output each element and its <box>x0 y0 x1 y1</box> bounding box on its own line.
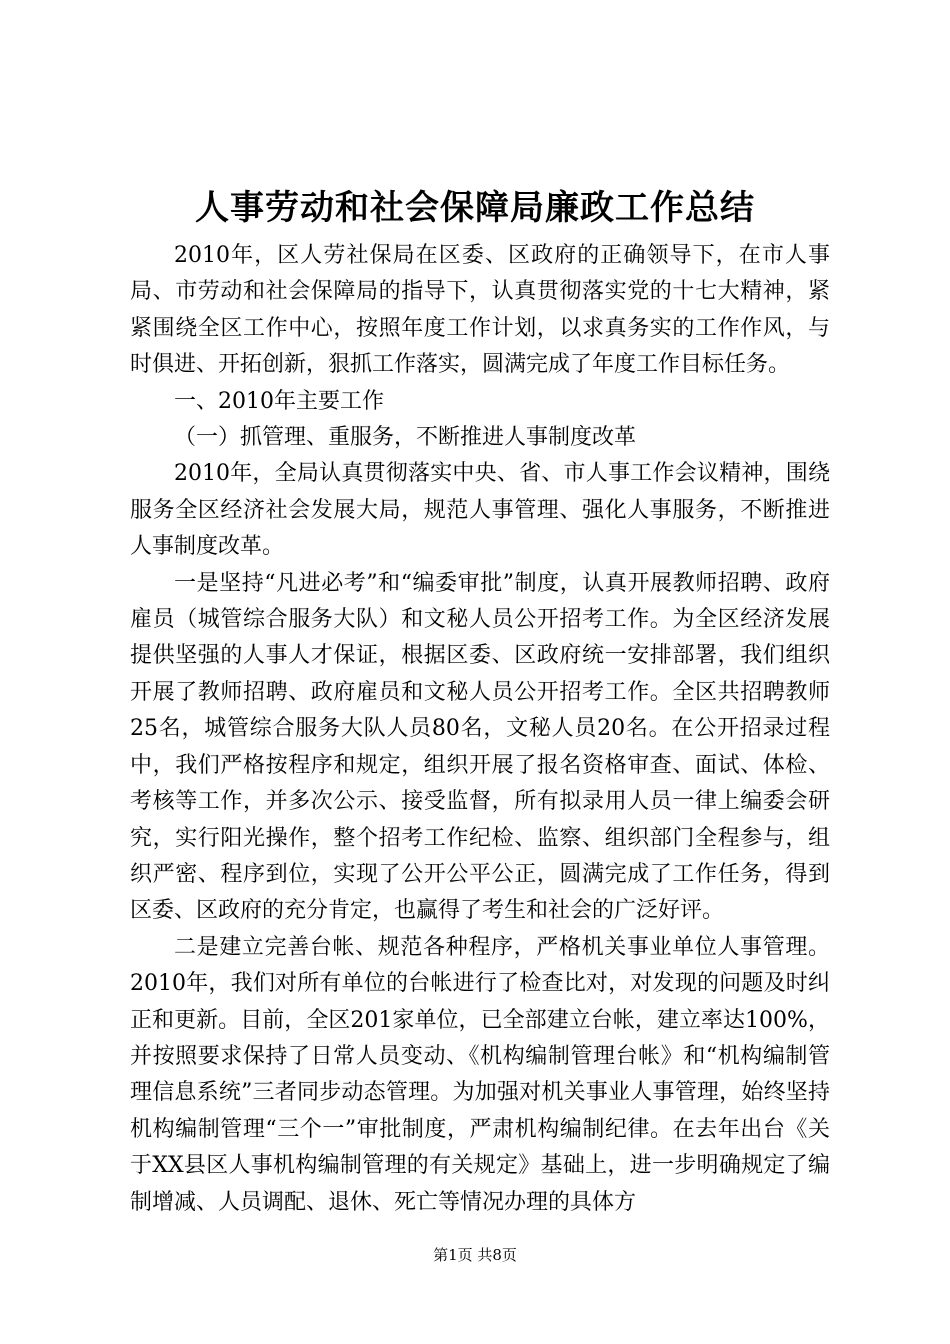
paragraph-intro: 2010年，区人劳社保局在区委、区政府的正确领导下，在市人事局、市劳动和社会保障局的指导下，认真贯彻落实党的十七大精神，紧紧围绕全区工作中心，按照年度工作计划，以求真务实的工作作风，与时俱进、开拓创新，狠抓工作落实，圆满完成了年度工作目标任务。 <box>130 243 830 378</box>
page-footer: 第1页 共8页 <box>433 1246 517 1264</box>
section-heading: 一、2010年主要工作 <box>174 388 384 414</box>
document-title: 人事劳动和社会保障局廉政工作总结 <box>195 188 755 228</box>
document-body <box>130 238 830 1221</box>
paragraph-point-one: 一是坚持“凡进必考”和“编委审批”制度，认真开展教师招聘、政府雇员（城管综合服务大队）和文秘人员公开招考工作。为全区经济发展提供坚强的人事人才保证，根据区委、区政府统一安排部署，我们组织开展了教师招聘、政府雇员和文秘人员公开招考工作。全区共招聘教师25名，城管综合服务大队人员80名，文秘人员20名。在公开招录过程中，我们严格按程序和规定，组织开展了报名资格审查、面试、体检、考核等工作，并多次公示、接受监督，所有拟录用人员一律上编委会研究，实行阳光操作，整个招考工作纪检、监察、组织部门全程参与，组织严密、程序到位，实现了公开公平公正，圆满完成了工作任务，得到区委、区政府的充分肯定，也赢得了考生和社会的广泛好评。 <box>130 570 830 924</box>
paragraph-point-two: 二是建立完善台帐、规范各种程序，严格机关事业单位人事管理。2010年，我们对所有单位的台帐进行了检查比对，对发现的问题及时纠正和更新。目前，全区201家单位，已全部建立台帐，建立率达100%，并按照要求保持了日常人员变动、《机构编制管理台帐》和“机构编制管理信息系统”三者同步动态管理。为加强对机关事业人事管理，始终坚持机构编制管理“三个一”审批制度，严肃机构编制纪律。在去年出台《关于XX县区人事机构编制管理的有关规定》基础上，进一步明确规定了编制增减、人员调配、退休、死亡等情况办理的具体方 <box>130 934 830 1215</box>
subsection-heading: （一）抓管理、重服务，不断推进人事制度改革 <box>174 425 637 451</box>
paragraph-summary: 2010年，全局认真贯彻落实中央、省、市人事工作会议精神，围绕服务全区经济社会发展大局，规范人事管理、强化人事服务，不断推进人事制度改革。 <box>130 461 830 560</box>
